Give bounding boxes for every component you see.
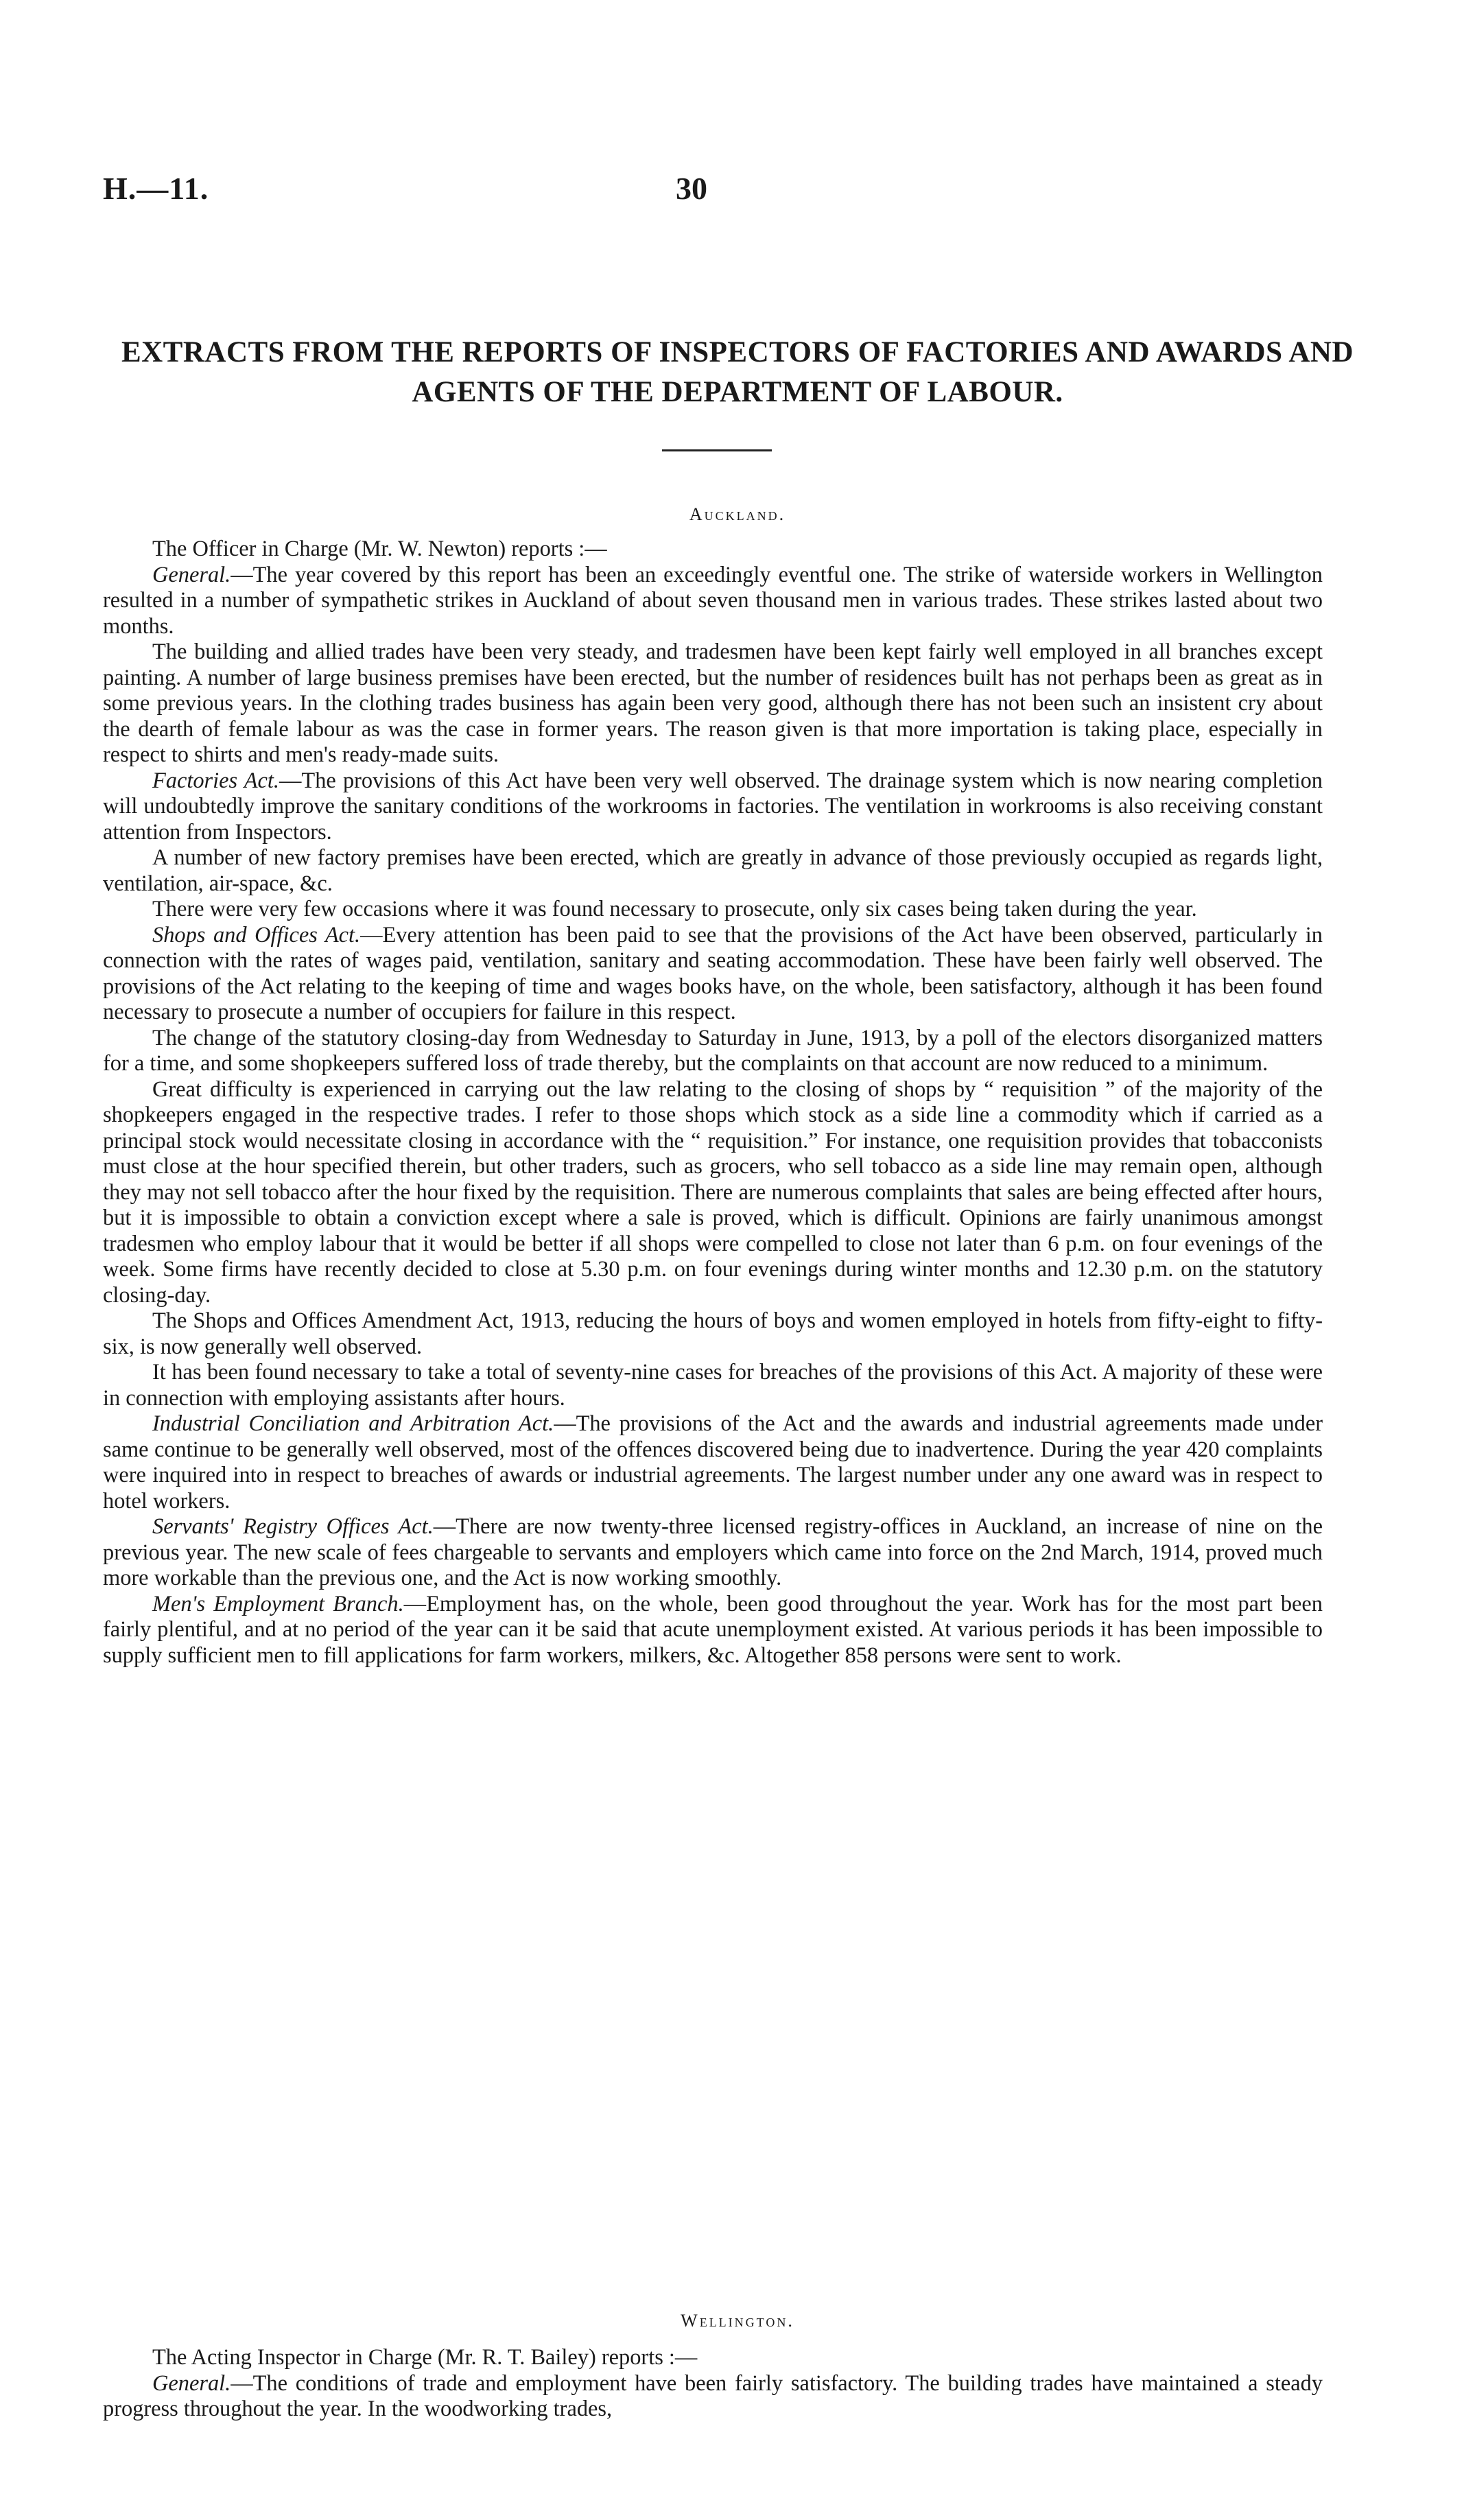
- auckland-amendment-paragraph: The Shops and Offices Amendment Act, 1913, reducing the hours of boys and women employed in hotels from fifty-eight to fifty-six, is now generally well observed.: [103, 1308, 1323, 1359]
- servants-label: Servants' Registry Offices Act.: [152, 1514, 434, 1539]
- factories-text: —The provisions of this Act have been very well observed. The drainage system which is now nearing completion will undoubtedly improve the sanitary conditions of the workrooms in factories. The ventilation in workrooms is also receiving constant attention from Inspectors.: [103, 768, 1323, 845]
- page-number: 30: [676, 171, 707, 206]
- auckland-general-paragraph: [103, 563, 1323, 640]
- document-reference: H.—11.: [103, 171, 209, 206]
- auckland-servants-paragraph: [103, 1514, 1323, 1592]
- auckland-industrial-paragraph: [103, 1411, 1323, 1514]
- auckland-factories-paragraph: [103, 768, 1323, 846]
- shops-label: Shops and Offices Act.: [152, 922, 361, 947]
- wellington-intro: The Acting Inspector in Charge (Mr. R. T. Bailey) reports :—: [152, 2345, 698, 2370]
- auckland-mens-employment-paragraph: [103, 1592, 1323, 1669]
- general-text: —The year covered by this report has been an exceedingly eventful one. The strike of waterside workers in Wellington resulted in a number of sympathetic strikes in Auckland of about seven thousand men in various trades. These strikes lasted about two months.: [103, 562, 1323, 639]
- section-heading-auckland: Auckland.: [689, 504, 786, 524]
- auckland-closing-day-paragraph: The change of the statutory closing-day from Wednesday to Saturday in June, 1913, by a poll of the electors disorganized matters for a time, and some shopkeepers suffered loss of trade thereby, but the complaints on that account are now reduced to a minimum.: [103, 1025, 1323, 1076]
- auckland-breaches-paragraph: It has been found necessary to take a total of seventy-nine cases for breaches of the provisions of this Act. A majority of these were in connection with employing assistants after hours.: [103, 1360, 1323, 1411]
- industrial-text: —The provisions of the Act and the awards and industrial agreements made under same continue to be generally well observed, most of the offences discovered being due to inadvertence. During the year 420 complaints were inquired into in respect to breaches of awards or industrial agreements. The largest number under any one award was in respect to hotel workers.: [103, 1411, 1323, 1514]
- industrial-label: Industrial Conciliation and Arbitration Act.: [152, 1411, 554, 1436]
- factories-label: Factories Act.: [152, 768, 280, 793]
- wellington-general-text: —The conditions of trade and employment have been fairly satisfactory. The building trades have maintained a steady progress throughout the year. In the woodworking trades,: [103, 2370, 1323, 2421]
- mens-employment-label: Men's Employment Branch.: [152, 1591, 404, 1616]
- auckland-intro: The Officer in Charge (Mr. W. Newton) reports :—: [152, 537, 607, 561]
- auckland-difficulty-paragraph: Great difficulty is experienced in carrying out the law relating to the closing of shops by “ requisition ” of the majority of the shopkeepers engaged in the respective trades. I refer to those shops which stock as a side line a commodity which if carried as a principal stock would necessitate closing in accordance with the “ requisition.” For instance, one requisition provides that tobacconists must close at the hour specified therein, but other traders, such as grocers, who sell tobacco as a side line may remain open, although they may not sell tobacco after the hour fixed by the requisition. There are numerous complaints that sales are being effected after hours, but it is impossible to obtain a conviction except where a sale is proved, which is difficult. Opinions are fairly unanimous amongst tradesmen who employ labour that it would be better if all shops were compelled to close not later than 6 p.m. on four evenings of the week. Some firms have recently decided to close at 5.30 p.m. on four evenings during winter months and 12.30 p.m. on the statutory closing-day.: [103, 1076, 1323, 1308]
- wellington-report: [103, 2345, 1323, 2423]
- wellington-general-paragraph: [103, 2371, 1323, 2423]
- title-divider: [662, 449, 772, 451]
- general-label: General.: [152, 562, 231, 587]
- mens-employment-text: —Employment has, on the whole, been good throughout the year. Work has for the most part been fairly plentiful, and at no period of the year can it be said that acute unemployment existed. At various periods it has been impossible to supply sufficient men to fill applications for farm workers, milkers, &c. Altogether 858 persons were sent to work.: [103, 1591, 1323, 1668]
- auckland-shops-paragraph: [103, 923, 1323, 1026]
- auckland-new-factory-paragraph: A number of new factory premises have been erected, which are greatly in advance of those previously occupied as regards light, ventilation, air-space, &c.: [103, 845, 1323, 896]
- shops-text: —Every attention has been paid to see that the provisions of the Act have been observed, particularly in connection with the rates of wages paid, ventilation, sanitary and seating accommodation. These have been fairly well observed. The provisions of the Act relating to the keeping of time and wages books have, on the whole, been satisfactory, although it has been found necessary to prosecute a number of occupiers for failure in this respect.: [103, 922, 1323, 1024]
- section-heading-wellington: Wellington.: [681, 2311, 794, 2331]
- page-title: EXTRACTS FROM THE REPORTS OF INSPECTORS OF FACTORIES AND AWARDS AND AGENTS OF THE DEPARTMENT OF LABOUR.: [121, 336, 1354, 408]
- auckland-report: [103, 537, 1323, 1669]
- auckland-prosecute-paragraph: There were very few occasions where it was found necessary to prosecute, only six cases being taken during the year.: [152, 897, 1197, 921]
- auckland-building-paragraph: The building and allied trades have been very steady, and tradesmen have been kept fairly well employed in all branches except painting. A number of large business premises have been erected, but the number of residences built has not perhaps been as great as in some previous years. In the clothing trades business has again been very good, although there has not been such an insistent cry about the dearth of female labour as was the case in former years. The reason given is that more importation is taking place, especially in respect to shirts and men's ready-made suits.: [103, 639, 1323, 767]
- servants-text: —There are now twenty-three licensed registry-offices in Auckland, an increase of nine on the previous year. The new scale of fees chargeable to servants and employers which came into force on the 2nd March, 1914, proved much more workable than the previous one, and the Act is now working smoothly.: [103, 1514, 1323, 1590]
- wellington-general-label: General.: [152, 2370, 231, 2396]
